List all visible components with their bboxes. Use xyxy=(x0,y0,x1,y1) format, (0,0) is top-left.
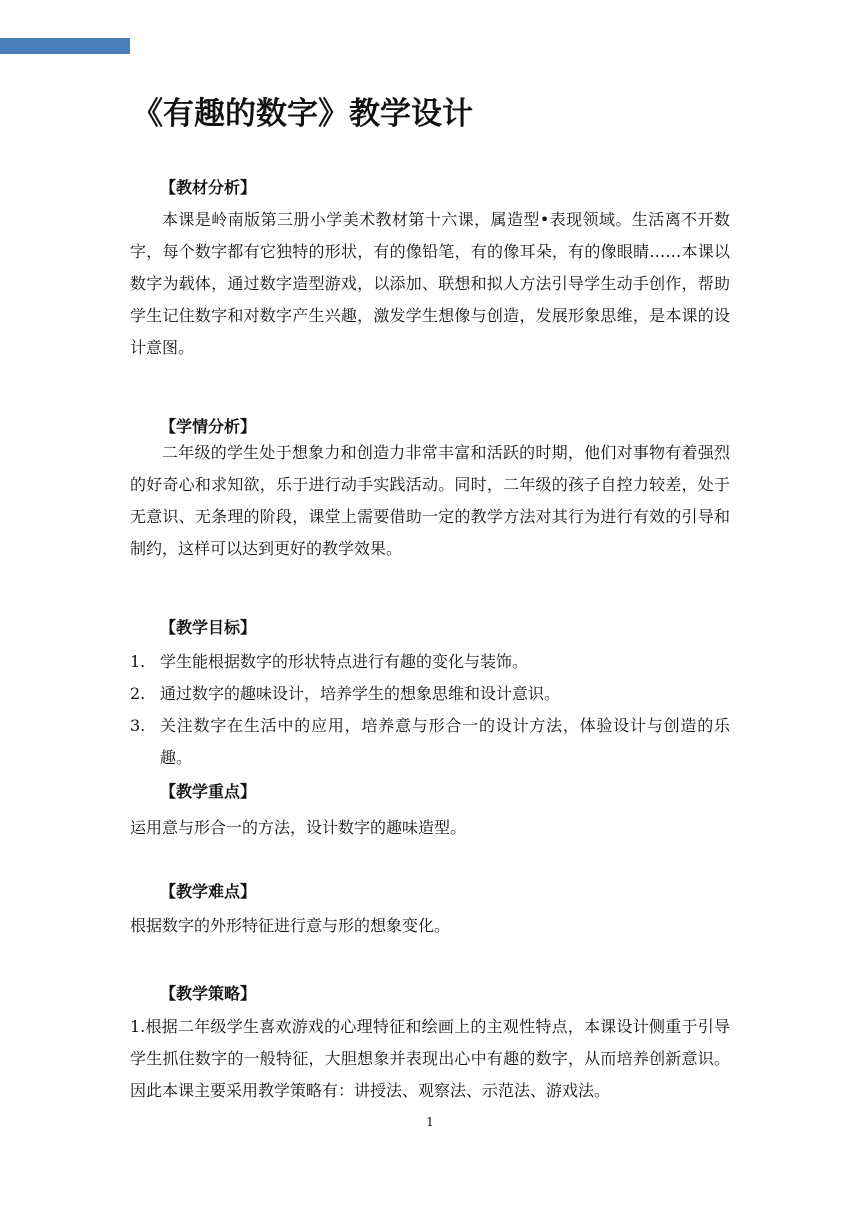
heading-student-analysis: 【学情分析】 xyxy=(160,417,257,436)
list-item-text: 通过数字的趣味设计，培养学生的想象思维和设计意识。 xyxy=(160,684,561,703)
list-item-number: 3. xyxy=(130,716,146,735)
page-number: 1 xyxy=(426,1115,434,1129)
list-item xyxy=(130,678,730,710)
document-title: 《有趣的数字》教学设计 xyxy=(132,96,473,132)
section-teaching-strategy xyxy=(130,1011,730,1107)
objectives-list xyxy=(130,646,730,774)
section-teaching-objectives xyxy=(130,646,730,774)
header-accent-bar xyxy=(0,38,130,54)
list-item-text: 学生能根据数字的形状特点进行有趣的变化与装饰。 xyxy=(160,652,529,671)
heading-teaching-difficulty: 【教学难点】 xyxy=(160,882,257,901)
paragraph-teaching-strategy: 1.根据二年级学生喜欢游戏的心理特征和绘画上的主观性特点，本课设计侧重于引导学生抓住数字的一般特征，大胆想象并表现出心中有趣的数字，从而培养创新意识。因此本课主要采用教学策略有：讲授法、观察法、示范法、游戏法。 xyxy=(130,1017,730,1100)
heading-teaching-strategy: 【教学策略】 xyxy=(160,984,257,1003)
paragraph-teaching-focus: 运用意与形合一的方法，设计数字的趣味造型。 xyxy=(130,818,467,837)
heading-teaching-objectives: 【教学目标】 xyxy=(160,618,257,637)
list-item-number: 2. xyxy=(130,684,146,703)
section-textbook-analysis xyxy=(130,204,730,364)
list-item xyxy=(130,710,730,774)
paragraph-teaching-difficulty: 根据数字的外形特征进行意与形的想象变化。 xyxy=(130,916,451,935)
heading-teaching-focus: 【教学重点】 xyxy=(160,782,257,801)
section-teaching-focus xyxy=(130,812,730,844)
list-item-number: 1. xyxy=(130,652,146,671)
heading-textbook-analysis: 【教材分析】 xyxy=(160,178,257,197)
list-item xyxy=(130,646,730,678)
section-student-analysis xyxy=(130,437,730,565)
paragraph-student-analysis: 二年级的学生处于想象力和创造力非常丰富和活跃的时期，他们对事物有着强烈的好奇心和求知欲，乐于进行动手实践活动。同时，二年级的孩子自控力较差，处于无意识、无条理的阶段，课堂上需要借助一定的教学方法对其行为进行有效的引导和制约，这样可以达到更好的教学效果。 xyxy=(130,443,730,558)
paragraph-textbook-analysis: 本课是岭南版第三册小学美术教材第十六课，属造型•表现领域。生活离不开数字，每个数字都有它独特的形状，有的像铅笔，有的像耳朵，有的像眼睛……本课以数字为载体，通过数字造型游戏，以添加、联想和拟人方法引导学生动手创作，帮助学生记住数字和对数字产生兴趣，激发学生想像与创造，发展形象思维，是本课的设计意图。 xyxy=(130,210,730,357)
list-item-text: 关注数字在生活中的应用，培养意与形合一的设计方法，体验设计与创造的乐趣。 xyxy=(160,716,730,767)
section-teaching-difficulty xyxy=(130,910,730,942)
